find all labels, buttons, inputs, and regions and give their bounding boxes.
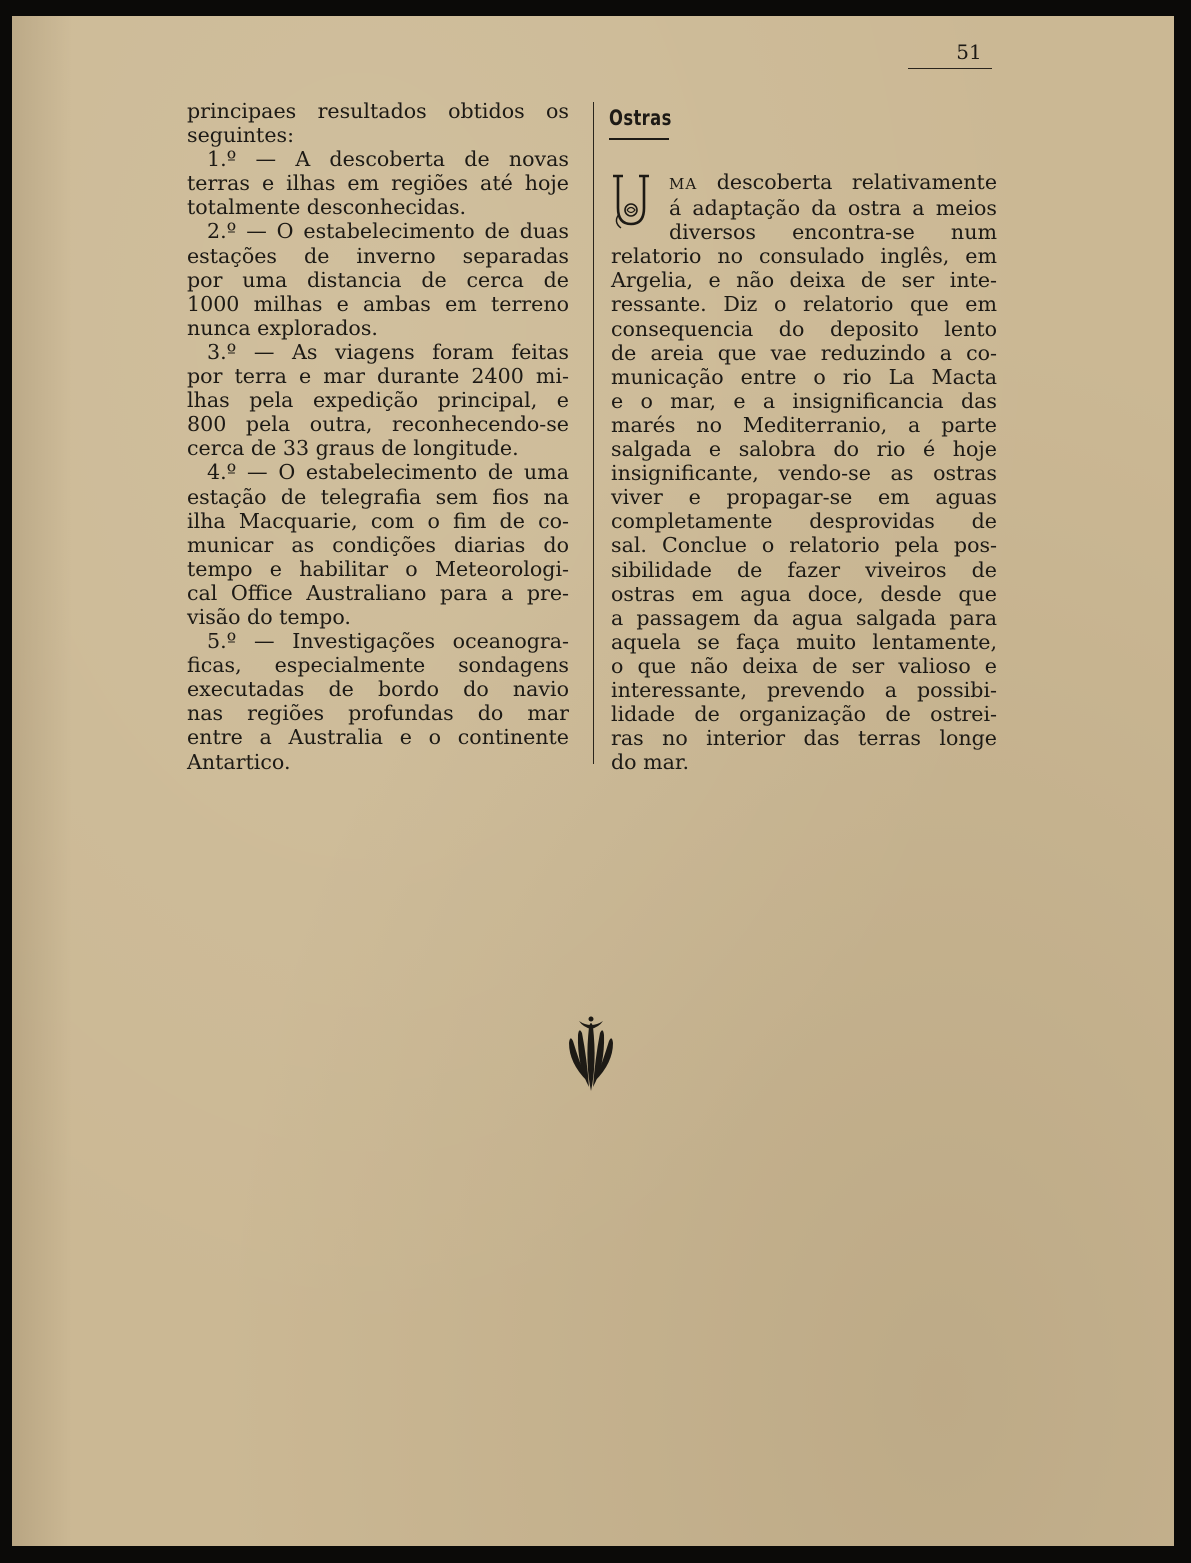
left-line: entre a Australia e o continente [187,725,569,750]
column-divider [593,102,594,764]
page-number: 51 [956,40,982,64]
left-line: lhas pela expedição principal, e [187,388,569,413]
left-line: nas regiões profundas do mar [187,701,569,726]
first-word-small-caps: MA [669,175,698,193]
right-line: diversos encontra-se num [669,220,997,245]
left-line: nunca explorados. [187,315,378,340]
right-line: marés no Mediterranio, a parte [611,412,997,437]
right-line: o que não deixa de ser valioso e [611,653,997,678]
right-line: viver e propagar-se em aguas [611,485,997,510]
right-line: de areia que vae reduzindo a co- [611,340,997,365]
left-line: estação de telegrafia sem fios na [187,484,569,509]
right-line: sal. Conclue o relatorio pela pos- [611,533,997,558]
right-line: interessante, prevendo a possibi- [611,677,997,702]
right-line [611,170,997,196]
left-line: terras e ilhas em regiões até hoje [187,171,569,196]
left-line: visão do tempo. [187,604,351,629]
page-number-rule [908,68,992,69]
right-line: e o mar, e a insignificancia das [611,388,997,413]
left-line: cal Office Australiano para a pre- [187,580,569,605]
left-line: estações de inverno separadas [187,243,569,268]
left-line: 1000 milhas e ambas em terreno [187,291,569,316]
book-page [12,16,1174,1546]
left-line: 3.º — As viagens foram feitas [207,339,569,364]
right-line: aquela se faça muito lentamente, [611,629,997,654]
left-line: 5.º — Investigações oceanogra- [207,629,569,654]
right-line: do mar. [611,750,690,775]
right-line-text: descoberta relativamente [716,170,998,194]
right-line: á adaptação da ostra a meios [669,196,997,221]
right-line: ressante. Diz o relatorio que em [611,292,997,317]
left-line: Antartico. [187,749,291,774]
left-line: 2.º — O estabelecimento de duas [207,219,569,244]
left-column [187,99,569,774]
left-line: executadas de bordo do navio [187,677,569,702]
right-line: insignificante, vendo-se as ostras [611,461,997,486]
leaf-fan-ornament-icon [565,1013,617,1093]
right-line: ras no interior das terras longe [611,726,997,751]
left-line: totalmente desconhecidas. [187,195,467,220]
left-line: 800 pela outra, reconhecendo-se [187,412,569,437]
left-line: por uma distancia de cerca de [187,267,569,292]
heading-underline [609,138,669,140]
right-line: completamente desprovidas de [611,509,997,534]
left-line: 4.º — O estabelecimento de uma [207,460,569,485]
right-line: ostras em agua doce, desde que [611,581,997,606]
left-line: principaes resultados obtidos os [187,99,569,123]
right-line: consequencia do deposito lento [611,316,997,341]
left-line: por terra e mar durante 2400 mi- [187,364,569,389]
left-line: 1.º — A descoberta de novas [207,147,569,172]
left-line: municar as condições diarias do [187,532,569,557]
left-line: seguintes: [187,123,295,148]
left-line: ficas, especialmente sondagens [187,653,569,678]
right-column [611,170,997,774]
right-line: municação entre o rio La Macta [611,364,997,389]
right-line: salgada e salobra do rio é hoje [611,437,997,462]
left-line: ilha Macquarie, com o fim de co- [187,508,569,533]
right-line: relatorio no consulado inglês, em [611,244,997,269]
article-heading: Ostras [609,106,672,130]
right-line: sibilidade de fazer viveiros de [611,557,997,582]
right-line: a passagem da agua salgada para [611,605,997,630]
left-line: tempo e habilitar o Meteorologi- [187,556,569,581]
right-line: Argelia, e não deixa de ser inte- [611,268,997,293]
right-line: lidade de organização de ostrei- [611,702,997,727]
left-line: cerca de 33 graus de longitude. [187,436,519,461]
